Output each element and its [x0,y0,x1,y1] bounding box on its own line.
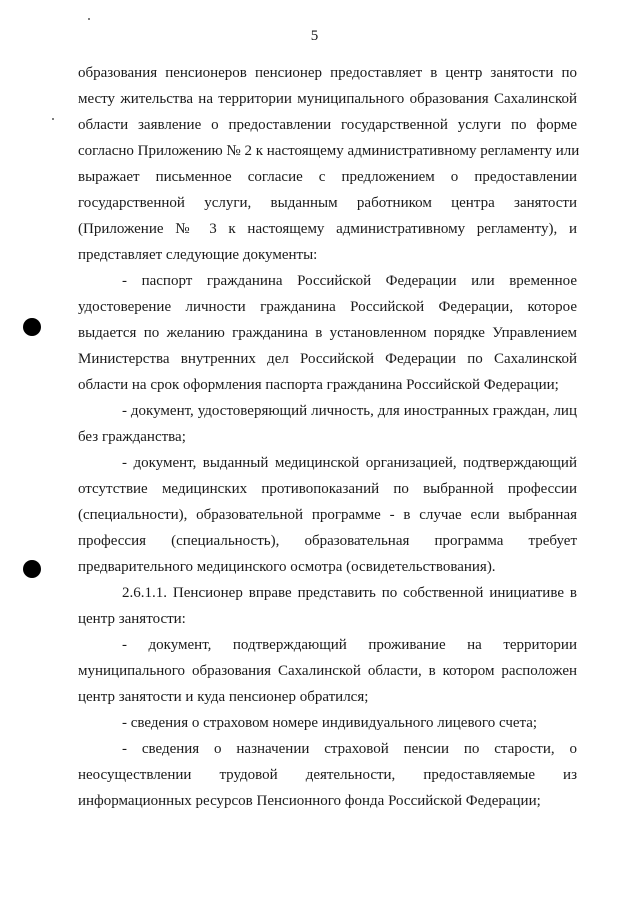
text-line: месту жительства на территории муниципального образования Сахалинской [78,91,577,107]
text-line: - документ, удостоверяющий личность, для иностранных граждан, лиц [122,403,577,419]
text-line: согласно Приложению № 2 к настоящему административному регламенту или [78,143,580,159]
text-line: выдается по желанию гражданина в установленном порядке Управлением [78,325,577,341]
text-line: - сведения о назначении страховой пенсии по старости, о [122,741,577,757]
text-line: - паспорт гражданина Российской Федерации или временное [122,273,577,289]
text-line: муниципального образования Сахалинской области, в котором расположен [78,663,577,679]
punch-hole-bottom [23,560,41,578]
text-line: - документ, подтверждающий проживание на территории [122,637,577,653]
text-line: без гражданства; [78,429,186,445]
page-number: 5 [310,28,319,44]
text-line: неосуществлении трудовой деятельности, предоставляемые из [78,767,577,783]
text-line: Министерства внутренних дел Российской Федерации по Сахалинской [78,351,577,367]
text-line: области на срок оформления паспорта гражданина Российской Федерации; [78,377,559,393]
text-line: удостоверение личности гражданина Российской Федерации, которое [78,299,577,315]
text-line: - сведения о страховом номере индивидуального лицевого счета; [122,715,538,731]
text-line: представляет следующие документы: [78,247,318,263]
text-line: центр занятости и куда пенсионер обратился; [78,689,369,705]
text-line: профессия (специальность), образовательная программа требует [78,533,577,549]
text-line: (специальности), образовательной программе - в случае если выбранная [78,507,577,523]
text-line: области заявление о предоставлении государственной услуги по форме [78,117,577,133]
text-line: выражает письменное согласие с предложением о предоставлении [78,169,577,185]
text-line: информационных ресурсов Пенсионного фонда Российской Федерации; [78,793,541,809]
text-line: 2.6.1.1. Пенсионер вправе представить по собственной инициативе в [122,585,577,601]
text-line: государственной услуги, выданным работником центра занятости [78,195,577,211]
punch-hole-top [23,318,41,336]
text-line: отсутствие медицинских противопоказаний по выбранной профессии [78,481,577,497]
scan-speck [52,118,54,120]
text-line: предварительного медицинского осмотра (освидетельствования). [78,559,496,575]
text-line: - документ, выданный медицинской организацией, подтверждающий [122,455,577,471]
scan-speck [88,18,90,20]
text-line: (Приложение № 3 к настоящему административному регламенту), и [78,221,577,237]
text-line: образования пенсионеров пенсионер предоставляет в центр занятости по [78,65,577,81]
text-line: центр занятости: [78,611,186,627]
